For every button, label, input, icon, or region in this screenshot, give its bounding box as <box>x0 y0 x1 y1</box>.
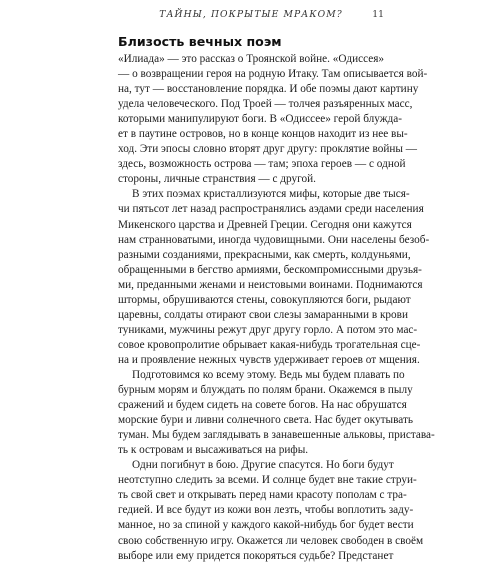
text-line: разными созданиями, прекрасными, как смерть, колдуньями, <box>118 248 411 261</box>
text-line: — о возвращении героя на родную Итаку. Там описывается вой- <box>118 68 428 81</box>
text-line: В этих поэмах кристаллизуются мифы, которые две тыся- <box>132 188 410 201</box>
text-line: которыми манипулируют боги. В «Одиссее» герой блужда- <box>118 113 402 126</box>
text-line: выборе или ему придется покоряться судьбе? Предстанет <box>118 549 394 562</box>
text-line: обращенными в бегство армиями, бескомпромиссными друзья- <box>118 263 422 276</box>
text-line: штормы, обрушиваются стены, совокупляются боги, рыдают <box>118 293 411 306</box>
text-line: чи пятьсот лет назад распространялись аэдами среди населения <box>118 203 424 216</box>
text-line: Подготовимся ко всему этому. Ведь мы будем плавать по <box>132 368 405 381</box>
text-line: гедией. И все будут из кожи вон лезть, чтобы воплотить заду- <box>118 504 414 517</box>
text-line: свою собственную игру. Окажется ли человек свободен в своём <box>118 534 424 547</box>
text-line: на и проявление нежных чувств удерживает героев от мщения. <box>118 353 420 366</box>
text-line: ет в паутине островов, но в конце концов находит из нее вы- <box>118 128 408 141</box>
text-line: здесь, возможность острова — там; эпоха героев — с одной <box>118 158 406 171</box>
text-line: «Илиада» — это рассказ о Троянской войне. «Одиссея» <box>118 53 385 65</box>
text-line: бурным морям и блуждать по полям брани. Окажемся в пылу <box>118 384 413 397</box>
text-line: ть к островам и высаживаться на рифы. <box>118 444 309 457</box>
text-line: удела человеческого. Под Троей — толчея разъяренных масс, <box>118 98 413 111</box>
text-line: Микенского царства и Древней Греции. Сегодня они кажутся <box>118 218 412 231</box>
text-line: туман. Мы будем заглядывать в занавешенные альковы, пристава- <box>118 429 435 442</box>
body-text <box>118 52 435 564</box>
text-line: морские бури и ливни солнечного света. Нас будет окутывать <box>118 414 413 427</box>
text-line: царевны, солдаты отирают свои слезы замаранными в крови <box>118 308 409 321</box>
running-title: ТАЙНЫ, ПОКРЫТЫЕ МРАКОМ? <box>159 9 343 20</box>
text-line: неотступно следить за всеми. И солнце будет вне такие струи- <box>118 474 417 487</box>
text-line: совое кровопролитие обрывает какая-нибудь трогательная сце- <box>118 338 421 351</box>
text-line: туниками, мужчины режут друг другу горло. А потом это мас- <box>118 323 418 336</box>
section-heading: Близость вечных поэм <box>118 34 282 49</box>
text-line: манное, но за спиной у каждого какой-нибудь бог будет вести <box>118 519 414 532</box>
text-line: ход. Эти эпосы словно вторят друг другу: проклятие войны — <box>118 143 417 156</box>
text-line: ми, преданными женами и неистовыми воинами. Поднимаются <box>118 278 423 291</box>
text-line: нам странноватыми, иногда чудовищными. Они населены безоб- <box>118 233 430 246</box>
text-line: Одни погибнут в бою. Другие спасутся. Но боги будут <box>132 459 394 472</box>
page-number: 11 <box>372 9 384 20</box>
text-line: сражений и будем сидеть на совете богов. На нас обрушатся <box>118 399 407 412</box>
text-line: на, тут — восстановление порядка. И обе поэмы дают картину <box>118 83 419 96</box>
text-line: ть свой свет и открывать перед нами красоту пополам с тра- <box>118 489 407 502</box>
text-line: стороны, личные странствия — с другой. <box>118 173 316 186</box>
